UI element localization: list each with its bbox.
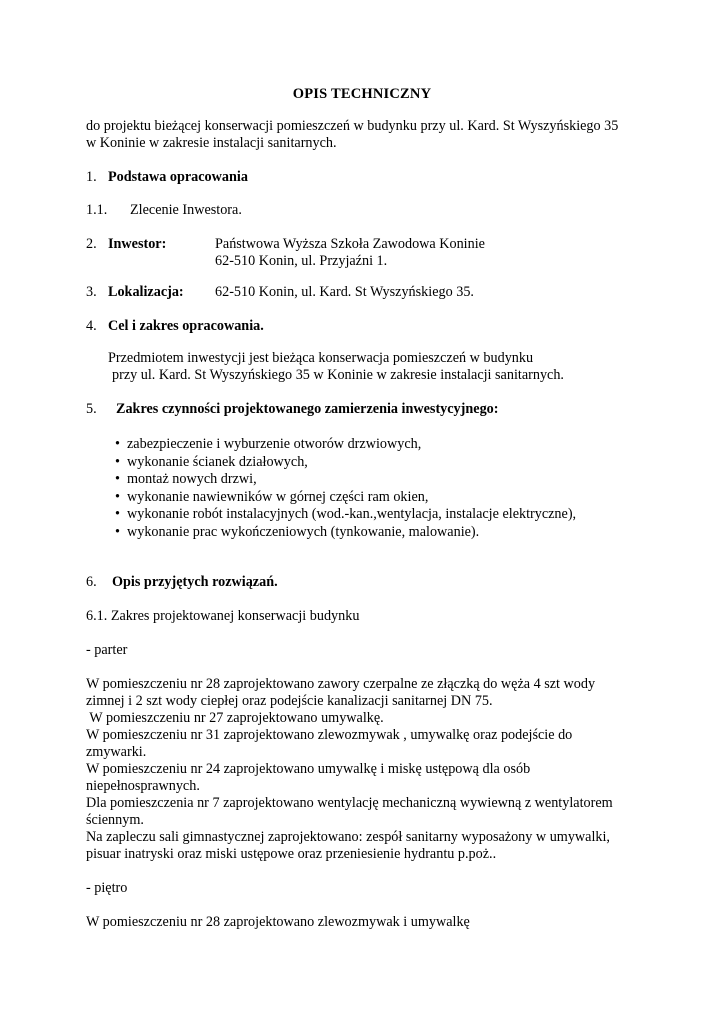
section-6-title: Opis przyjętych rozwiązań. [112,574,278,590]
section-1-heading [86,169,248,186]
section-6-1-title: 6.1. Zakres projektowanej konserwacji budynku [86,608,360,624]
pietro-line-1: W pomieszczeniu nr 28 zaprojektowano zlewozmywak i umywalkę [86,914,470,930]
parter-heading: - parter [86,642,128,658]
list-item: • wykonanie robót instalacyjnych (wod.-kan.,wentylacja, instalacje elektryczne), [115,506,577,523]
section-2-number: 2. [86,236,97,252]
location-text: 62-510 Konin, ul. Kard. St Wyszyńskiego 35. [215,284,474,300]
list-item: • montaż nowych drzwi, [115,471,257,488]
parter-line-8: Dla pomieszczenia nr 7 zaprojektowano wentylację mechaniczną wywiewną z wentylatorem [86,795,613,811]
section-1-1 [86,202,242,219]
parter-line-6: W pomieszczeniu nr 24 zaprojektowano umywalkę i miskę ustępową dla osób [86,761,531,777]
parter-line-1: W pomieszczeniu nr 28 zaprojektowano zawory czerpalne ze złączką do węża 4 szt wody [86,676,596,692]
section-6-heading [86,574,278,591]
section-2-line-1 [86,236,485,253]
document-title: OPIS TECHNICZNY [292,86,432,102]
bullet-icon: • [115,471,120,488]
list-item: • wykonanie ścianek działowych, [115,453,308,470]
list-item: • zabezpieczenie i wyburzenie otworów drzwiowych, [115,436,422,452]
list-item: • wykonanie prac wykończeniowych (tynkowanie, malowanie). [115,523,480,540]
parter-line-3: W pomieszczeniu nr 27 zaprojektowano umywalkę. [86,710,384,726]
list-item: • wykonanie nawiewników w górnej części ram okien, [115,488,429,505]
parter-line-2: zimnej i 2 szt wody ciepłej oraz podejście kanalizacji sanitarnej DN 75. [86,693,493,709]
section-1-1-text: Zlecenie Inwestora. [130,202,242,218]
bullet-icon: • [115,506,120,523]
investor-address: 62-510 Konin, ul. Przyjaźni 1. [215,253,388,269]
intro-line-1: do projektu bieżącej konserwacji pomieszczeń w budynku przy ul. Kard. St Wyszyńskiego 35 [86,118,619,134]
parter-line-4: W pomieszczeniu nr 31 zaprojektowano zlewozmywak , umywalkę oraz podejście do [86,727,573,743]
bullet-icon: • [115,436,120,452]
intro-line-2: w Koninie w zakresie instalacji sanitarnych. [86,135,337,151]
location-label: Lokalizacja: [108,284,184,300]
section-3-number: 3. [86,284,97,300]
pietro-heading: - piętro [86,880,128,896]
parter-line-5: zmywarki. [86,744,147,760]
bullet-icon: • [115,488,120,505]
section-4-number: 4. [86,318,97,334]
section-4-title: Cel i zakres opracowania. [108,318,264,334]
section-1-number: 1. [86,169,97,185]
section-4-text-2: przy ul. Kard. St Wyszyńskiego 35 w Koninie w zakresie instalacji sanitarnych. [112,367,564,383]
section-5-heading [86,401,498,418]
section-1-title: Podstawa opracowania [108,169,248,185]
section-3-line [86,284,474,301]
parter-line-7: niepełnosprawnych. [86,778,200,794]
bullet-icon: • [115,453,120,470]
section-6-number: 6. [86,574,97,590]
investor-label: Inwestor: [108,236,167,252]
works-list [115,436,576,542]
investor-name: Państwowa Wyższa Szkoła Zawodowa Koninie [215,236,485,252]
parter-line-9: ściennym. [86,812,144,828]
parter-line-10: Na zapleczu sali gimnastycznej zaprojektowano: zespół sanitarny wyposażony w umywalki, [86,829,610,845]
section-5-title: Zakres czynności projektowanego zamierzenia inwestycyjnego: [116,401,499,417]
section-4-text-1: Przedmiotem inwestycji jest bieżąca konserwacja pomieszczeń w budynku [108,350,534,366]
section-1-1-number: 1.1. [86,202,108,218]
parter-line-11: pisuar inatryski oraz miski ustępowe oraz przeniesienie hydrantu p.poż.. [86,846,497,862]
bullet-icon: • [115,523,120,540]
section-4-heading [86,318,264,335]
section-5-number: 5. [86,401,97,417]
